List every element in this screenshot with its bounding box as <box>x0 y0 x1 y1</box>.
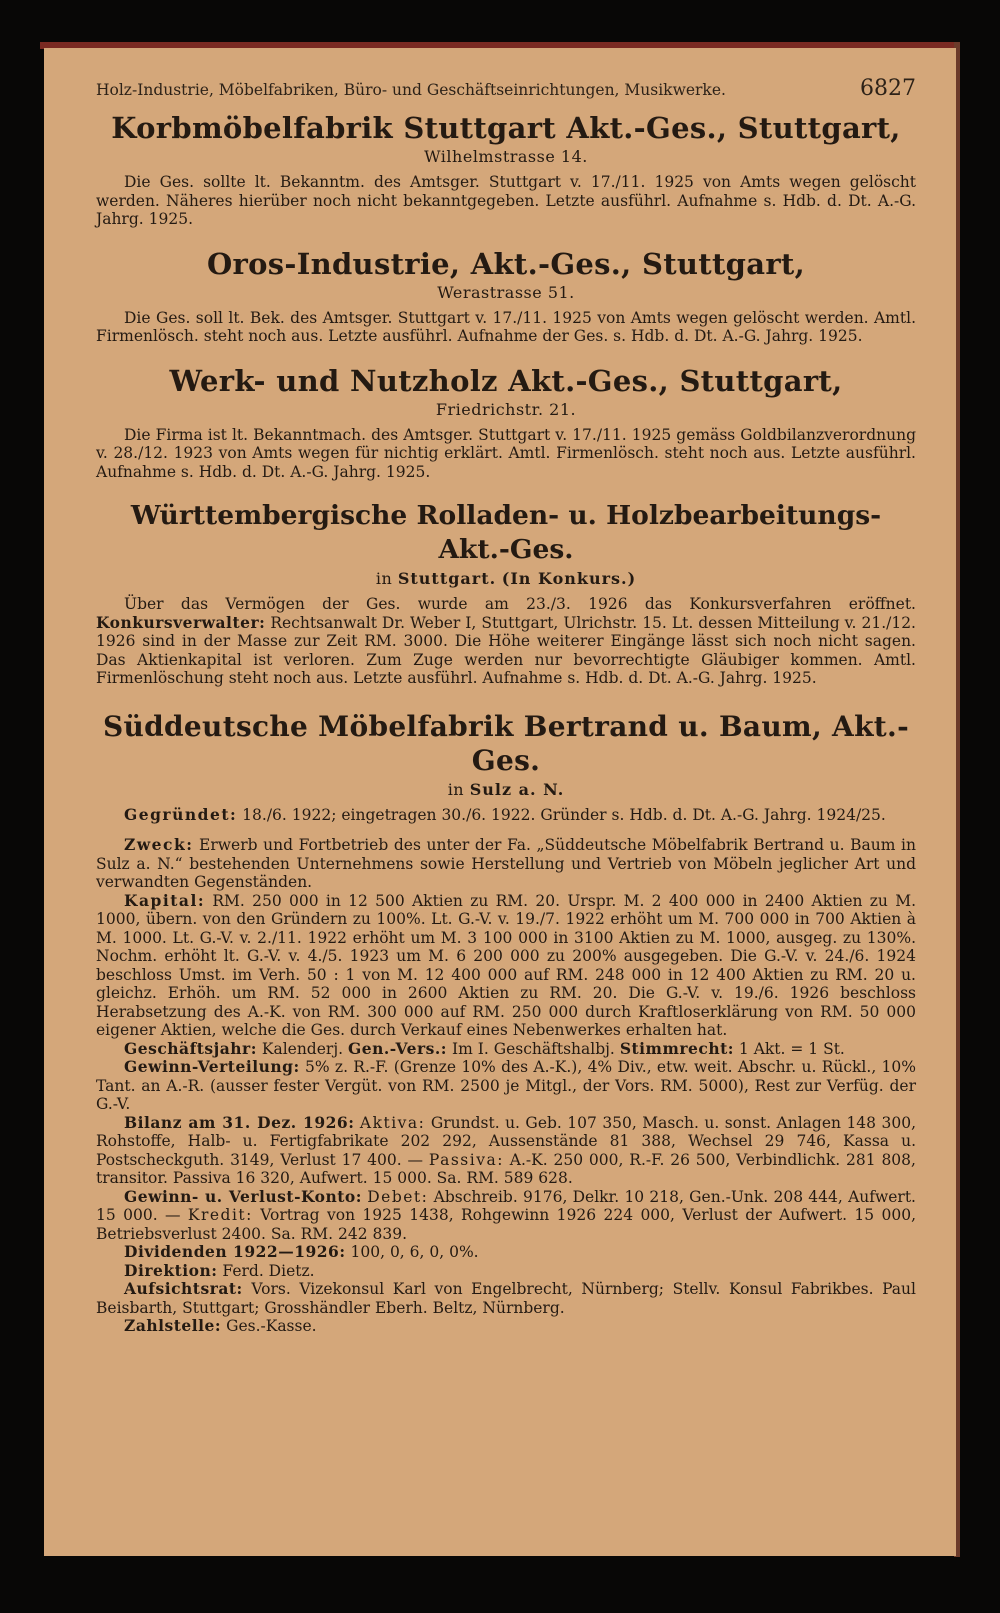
entry-text: Die Ges. soll lt. Bek. des Amtsger. Stuttgart v. 17./11. 1925 von Amts wegen gelöscht werden. Amtl. Firmenlösch. steht noch aus. Letzte ausführl. Aufnahme der Ges. s. Hdb. d. Dt. A.-G. Jahrg. 1925. <box>96 308 916 345</box>
section-bilanz <box>96 1114 916 1188</box>
kredit-label: Kredit: <box>187 1206 253 1224</box>
section-zahlstelle <box>96 1317 916 1336</box>
stimmrecht-label: Stimmrecht: <box>619 1038 734 1058</box>
page-number: 6827 <box>860 76 916 101</box>
geschaeftsjahr-text: Kalenderj. <box>261 1039 344 1058</box>
section-geschaeftsjahr <box>96 1040 916 1059</box>
running-header <box>96 76 916 101</box>
konkurs-text: Über das Vermögen der Ges. wurde am 23./3. 1926 das Konkursverfahren eröffnet. <box>124 595 916 613</box>
geschaeftsjahr-label: Geschäftsjahr: <box>124 1038 257 1058</box>
section-dividenden <box>96 1243 916 1262</box>
entry-title-korbmoebelfabrik: Korbmöbelfabrik Stuttgart Akt.-Ges., Stuttgart, <box>111 111 901 145</box>
passiva-text: A.-K. 250 000, R.-F. 26 500, Verbindlichk. 281 808, transitor. Passiva 16 320, Aufwert. 15 000. Sa. RM. 589 628. <box>96 1150 916 1187</box>
konkursverwalter-text: Rechtsanwalt Dr. Weber I, Stuttgart, Ulrichstr. 15. Lt. dessen Mitteilung v. 21./12. 1926 sind in der Masse zur Zeit RM. 3000. Die Höhe weiterer Eingänge lässt sich noch nicht sagen. Das Aktienkapital ist verloren. Zum Zuge werden nur bevorrechtigte Gläubiger kommen. Amtl. Firmenlöschung steht noch aus. Letzte ausführl. Aufnahme s. Hdb. d. Dt. A.-G. Jahrg. 1925. <box>96 613 916 687</box>
entry-address: Friedrichstr. 21. <box>435 399 577 419</box>
aktiva-label: Aktiva: <box>359 1113 426 1132</box>
gewinn-verteilung-text: 5% z. R.-F. (Grenze 10% des A.-K.), 4% Div., etw. weit. Abschr. u. Rückl., 10% Tant. an A.-R. (ausser fester Vergüt. von RM. 2500 je Mitgl., der Vors. RM. 5000), Rest zur Verfüg. der G.-V. <box>96 1058 916 1113</box>
location-prefix: in <box>375 569 393 588</box>
zahlstelle-text: Ges.-Kasse. <box>226 1317 317 1335</box>
book-page <box>44 48 956 1556</box>
entry-address: Wilhelmstrasse 14. <box>424 147 588 166</box>
gen-vers-label: Gen.-Vers.: <box>347 1038 448 1058</box>
debet-text: Abschreib. 9176, Delkr. 10 218, Gen.-Unk. 208 444, Aufwert. 15 000. — <box>96 1187 916 1224</box>
entry-location <box>96 569 916 588</box>
kapital-label: Kapital: <box>124 890 206 910</box>
entry-text: Die Firma ist lt. Bekanntmach. des Amtsger. Stuttgart v. 17./11. 1925 gemäss Goldbilanzverordnung v. 28./12. 1923 von Amts wegen für nichtig erklärt. Amtl. Firmenlösch. steht noch aus. Letzte ausführl. Aufnahme s. Hdb. d. Dt. A.-G. Jahrg. 1925. <box>96 425 916 481</box>
gegruendet-label: Gegründet: <box>124 804 238 824</box>
entry-location <box>96 780 916 799</box>
section-gewinn-verteilung <box>96 1058 916 1114</box>
location-name: Stuttgart. <box>397 569 497 588</box>
entry-title-sueddeutsche-moebelfabrik: Süddeutsche Möbelfabrik Bertrand u. Baum, Akt.-Ges. <box>103 709 909 777</box>
zahlstelle-label: Zahlstelle: <box>124 1316 222 1335</box>
entry-text <box>96 595 916 688</box>
gegruendet-text: 18./6. 1922; eingetragen 30./6. 1922. Gründer s. Hdb. d. Dt. A.-G. Jahrg. 1924/25. <box>242 805 886 824</box>
bilanz-label: Bilanz am 31. Dez. 1926: <box>124 1112 355 1132</box>
entry-title-wuerttembergische-rolladen: Württembergische Rolladen- u. Holzbearbeitungs-Akt.-Ges. <box>130 500 882 565</box>
location-prefix: in <box>447 779 465 799</box>
section-gegruendet <box>96 806 916 825</box>
aktiva-text: Grundst. u. Geb. 107 350, Masch. u. sonst. Anlagen 148 300, Rohstoffe, Halb- u. Fertigfabrikate 202 292, Aussenstände 81 388, Wechsel 29 746, Kassa u. Postscheckguth. 3149, Verlust 17 400. — <box>96 1113 916 1169</box>
entry-title-werk-und-nutzholz: Werk- und Nutzholz Akt.-Ges., Stuttgart, <box>169 363 843 398</box>
guv-label: Gewinn- u. Verlust-Konto: <box>124 1186 362 1206</box>
dividenden-text: 100, 0, 6, 0, 0%. <box>350 1243 479 1261</box>
direktion-label: Direktion: <box>124 1260 218 1280</box>
section-direktion <box>96 1262 916 1281</box>
konkurs-status: (In Konkurs.) <box>501 569 637 588</box>
running-title: Holz-Industrie, Möbelfabriken, Büro- und Geschäftseinrichtungen, Musikwerke. <box>96 81 726 99</box>
passiva-label: Passiva: <box>428 1150 504 1169</box>
entry-text: Die Ges. sollte lt. Bekanntm. des Amtsger. Stuttgart v. 17./11. 1925 von Amts wegen gelöscht werden. Näheres hierüber noch nicht bekanntgegeben. Letzte ausführl. Aufnahme s. Hdb. d. Dt. A.-G. Jahrg. 1925. <box>96 173 916 228</box>
stimmrecht-text: 1 Akt. = 1 St. <box>738 1039 845 1058</box>
section-zweck <box>96 836 916 892</box>
gen-vers-text: Im I. Geschäftshalbj. <box>451 1039 615 1058</box>
section-gewinn-verlust-konto <box>96 1188 916 1244</box>
kredit-text: Vortrag von 1925 1438, Rohgewinn 1926 224 000, Verlust der Aufwert. 15 000, Betriebsverlust 2400. Sa. RM. 242 839. <box>96 1206 916 1243</box>
aufsichtsrat-text: Vors. Vizekonsul Karl von Engelbrecht, Nürnberg; Stellv. Konsul Fabrikbes. Paul Beisbarth, Stuttgart; Grosshändler Eberh. Beltz, Nürnberg. <box>96 1280 916 1317</box>
section-kapital <box>96 892 916 1040</box>
entry-address: Werastrasse 51. <box>437 282 575 302</box>
direktion-text: Ferd. Dietz. <box>222 1261 315 1280</box>
kapital-text: RM. 250 000 in 12 500 Aktien zu RM. 20. Urspr. M. 2 400 000 in 2400 Aktien zu M. 1000, übern. von den Gründern zu 100%. Lt. G.-V. v. 19./7. 1922 erhöht um M. 700 000 in 700 Aktien à M. 1000. Lt. G.-V. v. 2./11. 1922 erhöht um M. 3 100 000 in 3100 Aktien zu M. 1000, ausgeg. zu 130%. Nochm. erhöht lt. G.-V. v. 4./5. 1923 um M. 6 200 000 zu 200% ausgegeben. Die G.-V. v. 24./6. 1924 beschloss Umst. im Verh. 50 : 1 von M. 12 400 000 auf RM. 248 000 in 12 400 Aktien zu RM. 20 u. gleichz. Erhöh. um RM. 52 000 in 2600 Aktien zu RM. 20. Die G.-V. v. 19./6. 1926 beschloss Herabsetzung des A.-K. von RM. 300 000 auf RM. 250 000 durch Kraftloserklärung von RM. 50 000 eigener Aktien, welche die Ges. durch Verkauf eines Nebenwerkes erhalten hat. <box>96 891 916 1039</box>
gewinn-verteilung-label: Gewinn-Verteilung: <box>124 1057 300 1076</box>
dividenden-label: Dividenden 1922—1926: <box>124 1242 346 1261</box>
aufsichtsrat-label: Aufsichtsrat: <box>124 1279 243 1298</box>
konkursverwalter-label: Konkursverwalter: <box>96 612 266 632</box>
zweck-text: Erwerb und Fortbetrieb des unter der Fa. „Süddeutsche Möbelfabrik Bertrand u. Baum in Sulz a. N.“ bestehenden Unternehmens sowie Herstellung und Vertrieb von Möbeln jeglicher Art und verwandten Gegenständen. <box>96 836 916 891</box>
entry-title-oros-industrie: Oros-Industrie, Akt.-Ges., Stuttgart, <box>206 246 806 281</box>
section-aufsichtsrat <box>96 1280 916 1317</box>
zweck-label: Zweck: <box>124 835 194 854</box>
location-name: Sulz a. N. <box>469 779 565 799</box>
debet-label: Debet: <box>367 1187 429 1206</box>
